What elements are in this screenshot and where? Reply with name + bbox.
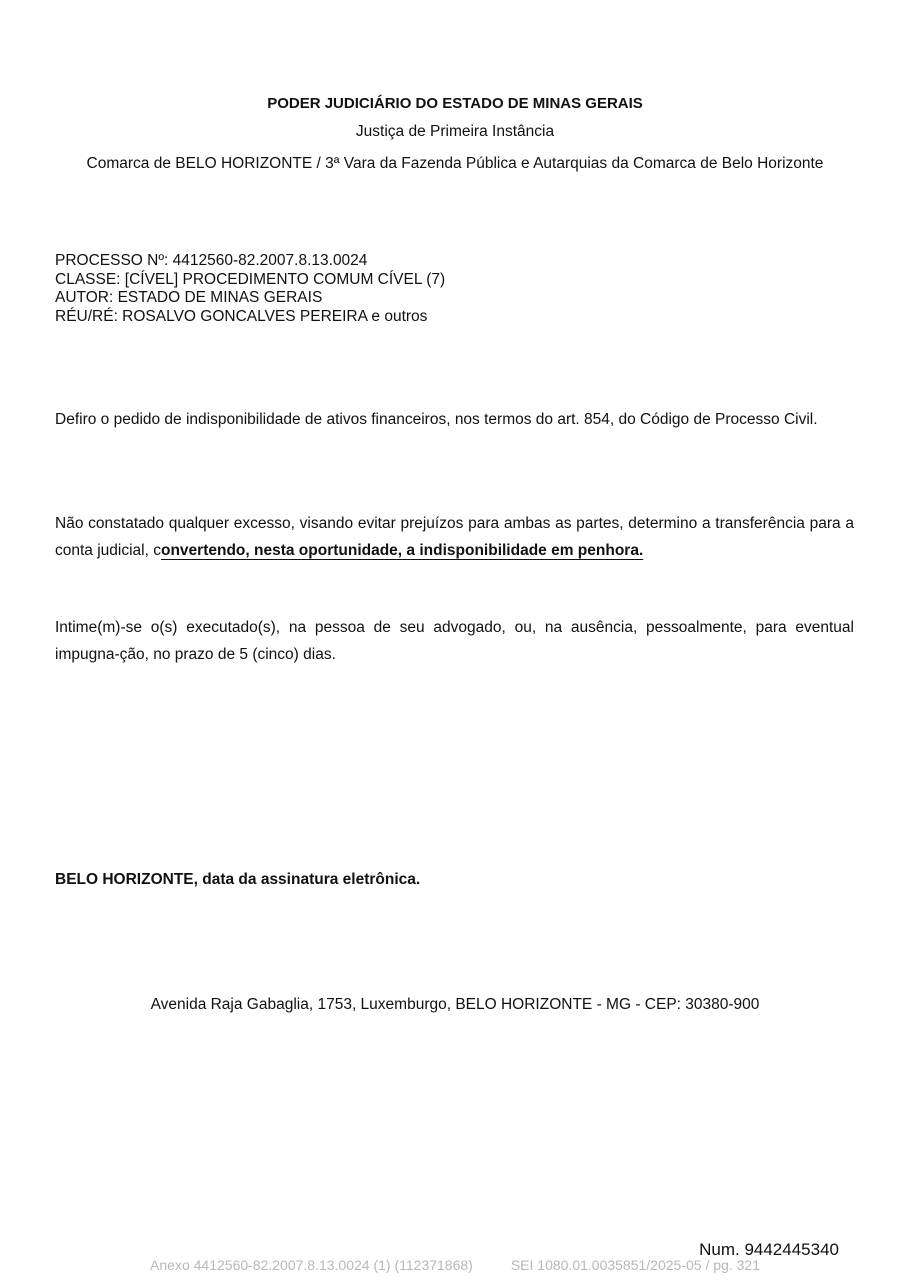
process-number: PROCESSO Nº: 4412560-82.2007.8.13.0024 [55,252,368,269]
paragraph-indisponibilidade: Defiro o pedido de indisponibilidade de ativos financeiros, nos termos do art. 854, do Código de Processo Civil. [55,411,818,428]
closing-statement: BELO HORIZONTE, data da assinatura eletrônica. [55,871,421,888]
process-defendant: RÉU/RÉ: ROSALVO GONCALVES PEREIRA e outros [55,307,428,325]
footer-sei: SEI 1080.01.0035851/2025-05 / pg. 321 [510,1257,760,1273]
page-footer [0,1257,910,1274]
document-number: Num. 9442445340 [699,1240,839,1259]
paragraph-intimacao: Intime(m)-se o(s) executado(s), na pessoa de seu advogado, ou, na ausência, pessoalmente, para eventual impugna-ção, no prazo de 5 (cinco) dias. [55,619,854,663]
court-title: PODER JUDICIÁRIO DO ESTADO DE MINAS GERAIS [267,95,643,112]
court-subtitle: Justiça de Primeira Instância [355,123,555,140]
comarca-line: Comarca de BELO HORIZONTE / 3ª Vara da Fazenda Pública e Autarquias da Comarca de Belo Horizonte [86,155,824,172]
process-class: CLASSE: [CÍVEL] PROCEDIMENTO COMUM CÍVEL (7) [55,270,446,288]
footer-annex: Anexo 4412560-82.2007.8.13.0024 (1) (112371868) [150,1257,473,1273]
process-metadata [55,252,445,326]
paragraph-transferencia-text: Não constatado qualquer excesso, visando evitar prejuízos para ambas as partes, determino a transferência para a conta judicial, c [55,515,854,559]
paragraph-transferencia-emphasis: onvertendo, nesta oportunidade, a indisponibilidade em penhora. [160,542,644,559]
paragraph-transferencia [55,510,854,564]
process-author: AUTOR: ESTADO DE MINAS GERAIS [55,289,323,306]
court-address: Avenida Raja Gabaglia, 1753, Luxemburgo, BELO HORIZONTE - MG - CEP: 30380-900 [150,996,760,1013]
